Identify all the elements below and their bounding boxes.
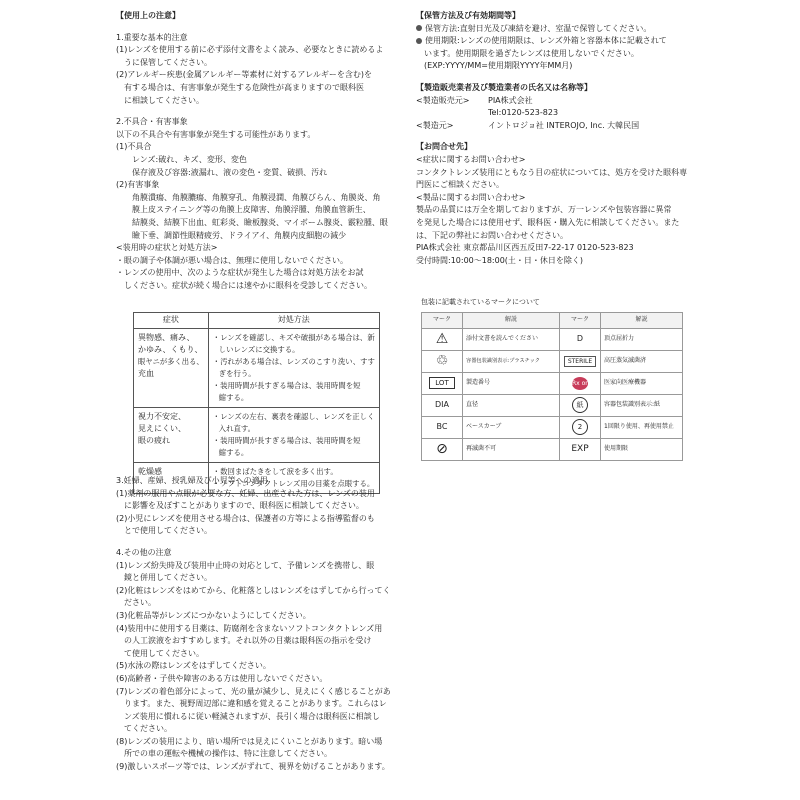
cell-line: 見えにくい、 [138, 424, 186, 433]
mark-cell: DIA [422, 394, 463, 416]
text-line: うに保管してください。 [124, 57, 212, 67]
text-line: (6)高齢者・子供や障害のある方は使用しないでください。 [116, 673, 328, 683]
text-line: (9)激しいスポーツ等では、レンズがずれて、視界を妨げることがあります。 [116, 762, 390, 772]
text-line: の人工涙液をおすすめします。それ以外の目薬は眼科医の指示を受け [124, 636, 372, 646]
text-line: レンズ:破れ、キズ、変形、変色 [132, 154, 247, 164]
cell-line: 眼の疲れ [138, 436, 170, 445]
cell-line: 視力不安定、 [138, 412, 186, 421]
table-cell: 容器包装識別表示:紙 [601, 394, 683, 416]
text-line: (7)レンズの着色部分によって、光の量が減少し、見えにくく感じることがあ [116, 686, 391, 696]
table-cell [134, 329, 209, 408]
cell-line: 乾燥感 [138, 467, 162, 476]
cell-line: ・汚れがある場合は、レンズのこすり洗い、すす [212, 357, 375, 366]
rx-label: Rx only [572, 377, 588, 390]
section-heading: 3.妊婦、産婦、授乳婦及び小児等への適用 [116, 476, 268, 485]
no-resterilize-icon: ⊘ [422, 438, 463, 460]
text-line: (1)レンズ紛失時及び装用中止時の対応として、予備レンズを携帯し、眼 [116, 560, 375, 570]
table-row [134, 408, 380, 463]
table-cell: 頂点屈折力 [601, 328, 683, 350]
table-cell: 直径 [463, 394, 560, 416]
table-cell [134, 408, 209, 463]
text-span: 使用期限:レンズの使用期限は、レンズ外箱と容器本体に記載されて [425, 36, 667, 46]
section-heading: 1.重要な基本的注意 [116, 32, 188, 42]
text-line: コンタクトレンズ装用にともなう目の症状については、処方を受けた眼科専 [416, 167, 688, 177]
text-line: ださい。 [124, 598, 156, 608]
mark-cell: BC [422, 416, 463, 438]
symptom-table [133, 312, 380, 494]
text-line: 瞼下垂、調節性眼精疲労、ドライアイ、角膜内皮細胞の減少 [132, 230, 347, 240]
cell-line: ・ソフトコンタクトレンズ用の目薬を点眼する。 [212, 479, 375, 488]
table-header: 解説 [463, 313, 560, 329]
cell-line: 眼ヤニが多く出る、 [138, 357, 204, 366]
text-line [416, 35, 688, 48]
mark-cell: D [560, 328, 601, 350]
text-line: 有する場合は、有害事象が発生する危険性が高まりますので眼科医 [124, 82, 364, 92]
rx-icon [560, 372, 601, 394]
text-line: 受付時間:10:00～18:00(土・日・休日を除く) [416, 255, 584, 265]
marks-table [421, 312, 683, 461]
paper-label: 紙 [572, 397, 588, 413]
text-line: を発見した場合には使用せず、眼科医・購入先に相談してください。また [416, 217, 680, 227]
text-line: 製品の品質には万全を期しておりますが、万一レンズや包装容器に異常 [416, 205, 672, 215]
table-cell: ベースカーブ [463, 416, 560, 438]
section-title: 【保管方法及び有効期間等】 [416, 11, 520, 20]
text-line: (1)レンズを使用する前に必ず添付文書をよく読み、必要なときに読めるよ [116, 45, 384, 55]
cell-line: ・レンズの左右、裏表を確認し、レンズを正しく [212, 412, 375, 421]
cell-line: しいレンズに交換する。 [218, 345, 300, 354]
lot-label: LOT [429, 377, 454, 389]
section-heading: <装用時の症状と対処方法> [116, 243, 218, 253]
text-line: 以下の不具合や有害事象が発生する可能性があります。 [116, 129, 316, 139]
left-column-lower [116, 475, 391, 774]
text-line [416, 23, 688, 36]
table-cell: 高圧蒸気滅菌済 [601, 350, 683, 372]
text-line: しください。症状が続く場合には速やかに眼科を受診してください。 [124, 280, 372, 290]
text-line: <製品に関するお問い合わせ> [416, 192, 526, 202]
cell-line: ・装用時間が長すぎる場合は、装用時間を短 [212, 436, 361, 445]
mark-cell: EXP [560, 438, 601, 460]
table-cell: 添付文書を読んでください [463, 328, 560, 350]
table-row [422, 438, 683, 460]
text-line: (1)不具合 [116, 142, 152, 152]
table-row [422, 372, 683, 394]
single-use-icon [560, 416, 601, 438]
table-cell: 再滅菌不可 [463, 438, 560, 460]
table-header: 症状 [134, 313, 209, 329]
lot-mark [422, 372, 463, 394]
value: イントロジョ社 INTEROJO, Inc. 大韓民国 [488, 120, 640, 130]
table-cell: 製造番号 [463, 372, 560, 394]
text-line: 結膜炎、結膜下出血、虹彩炎、瞼板腺炎、マイボーム腺炎、霰粒腫、眼 [132, 217, 388, 227]
text-line: <症状に関するお問い合わせ> [416, 154, 526, 164]
text-line: 保存液及び容器:液漏れ、液の変色・変質、破損、汚れ [132, 167, 328, 177]
label: <製造元> [416, 120, 454, 130]
text-line: (1)薬剤の服用や点眼が必要な方、妊婦、出産された方は、レンズの装用 [116, 488, 375, 498]
text-line: 門医にご相談ください。 [416, 180, 504, 190]
value: PIA株式会社 [488, 95, 533, 105]
bullet-icon [416, 25, 422, 31]
text-line: (EXP:YYYY/MM=使用期限YYYY年MM月) [424, 61, 573, 71]
sterile-label: STERILE [564, 356, 596, 367]
table-header: 対処方法 [208, 313, 379, 329]
table-cell [208, 329, 379, 408]
table-header: マーク [560, 313, 601, 329]
text-line: 鏡と併用してください。 [124, 573, 212, 583]
text-line: (2)有害事象 [116, 180, 160, 190]
label: <製造販売元> [416, 95, 470, 105]
text-line [416, 120, 688, 133]
table-row [422, 350, 683, 372]
cell-line: ・数回まばたきをして涙を多く出す。 [212, 467, 338, 476]
table-cell: 医家向医療機器 [601, 372, 683, 394]
left-column [116, 10, 388, 292]
section-heading: 4.その他の注意 [116, 547, 172, 557]
cell-line: ぎを行う。 [218, 369, 256, 378]
text-line: ・レンズの使用中、次のような症状が発生した場合は対処方法をお試 [116, 268, 364, 278]
table-cell: 使用期限 [601, 438, 683, 460]
text-line: とで使用してください。 [124, 526, 212, 536]
text-line: (8)レンズの装用により、暗い場所では見えにくいことがあります。暗い場 [116, 736, 383, 746]
text-line: (5)水泳の際はレンズをはずしてください。 [116, 661, 271, 671]
bullet-icon [416, 38, 422, 44]
table-row [422, 328, 683, 350]
text-line: (2)小児にレンズを使用させる場合は、保護者の方等による指導監督のも [116, 513, 375, 523]
section-title: 【製造販売業者及び製造業者の氏名又は名称等】 [416, 82, 592, 92]
table-header: マーク [422, 313, 463, 329]
table-cell: 容器包装識別表示:プラスチック [463, 350, 560, 372]
single-use-label: 2 [572, 419, 588, 435]
cell-line: 充血 [138, 369, 154, 378]
cell-line: 縮する。 [218, 448, 249, 457]
cell-line: かゆみ、くもり、 [138, 345, 203, 354]
table-row [422, 394, 683, 416]
text-span: 保管方法:直射日光及び凍結を避け、室温で保管してください。 [425, 23, 652, 33]
table-row [422, 416, 683, 438]
marks-title: 包装に記載されているマークについて [421, 298, 540, 306]
warning-icon: ⚠ [422, 328, 463, 350]
section-heading: 2.不具合・有害事象 [116, 117, 188, 127]
paper-recycle-icon [560, 394, 601, 416]
cell-line: 異物感、痛み、 [138, 333, 195, 342]
text-line: (4)装用中に使用する目薬は、防腐剤を含まないソフトコンタクトレンズ用 [116, 623, 383, 633]
recycle-icon: ♲ [422, 350, 463, 372]
value: Tel:0120-523-823 [488, 108, 559, 118]
text-line [416, 107, 688, 120]
section-title: 【お問合せ先】 [416, 142, 472, 152]
text-line: 膜上皮ステイニング等の角膜上皮障害、角膜浮腫、角膜血管新生、 [132, 205, 371, 215]
text-line: PIA株式会社 東京都品川区西五反田7-22-17 0120-523-823 [416, 243, 634, 253]
table-cell: 1回限り使用、再使用禁止 [601, 416, 683, 438]
cell-line: ・レンズを確認し、キズや破損がある場合は、新 [212, 333, 375, 342]
text-line: ります。また、視野周辺部に違和感を覚えることがあります。これらはレ [124, 699, 387, 709]
cell-line: 縮する。 [218, 393, 249, 402]
text-line: 角膜潰瘍、角膜膿瘍、角膜穿孔、角膜浸潤、角膜びらん、角膜炎、角 [132, 192, 381, 202]
text-line: て使用してください。 [124, 648, 204, 658]
table-header: 解説 [601, 313, 683, 329]
right-column [416, 10, 688, 267]
cell-line: ・装用時間が長すぎる場合は、装用時間を短 [212, 381, 361, 390]
section-title: 【使用上の注意】 [116, 11, 180, 20]
cell-line: 入れ直す。 [218, 424, 256, 433]
text-line: てください。 [124, 724, 172, 734]
text-line: に影響を及ぼすことがありますので、眼科医に相談してください。 [124, 501, 364, 511]
table-cell [208, 408, 379, 463]
text-line: 所での車の運転や機械の操作は、特に注意してください。 [124, 749, 332, 759]
text-line: (3)化粧品等がレンズにつかないようにしてください。 [116, 610, 311, 620]
text-line: ・眼の調子や体調が悪い場合は、無理に使用しないでください。 [116, 255, 348, 265]
text-line: に相談してください。 [124, 95, 204, 105]
sterile-mark [560, 350, 601, 372]
text-line: います。使用期限を過ぎたレンズは使用しないでください。 [424, 48, 639, 58]
text-line: (2)アレルギー疾患(金属アレルギー等素材に対するアレルギーを含む)を [116, 70, 373, 80]
text-line: (2)化粧はレンズをはめてから、化粧落としはレンズをはずしてから行ってく [116, 585, 391, 595]
text-line [416, 95, 688, 108]
text-line: ンズ装用に慣れるに従い軽減されますが、長引く場合は眼科医に相談し [124, 711, 380, 721]
table-row [134, 329, 380, 408]
text-line: は、下記の弊社にお問い合わせください。 [416, 230, 568, 240]
